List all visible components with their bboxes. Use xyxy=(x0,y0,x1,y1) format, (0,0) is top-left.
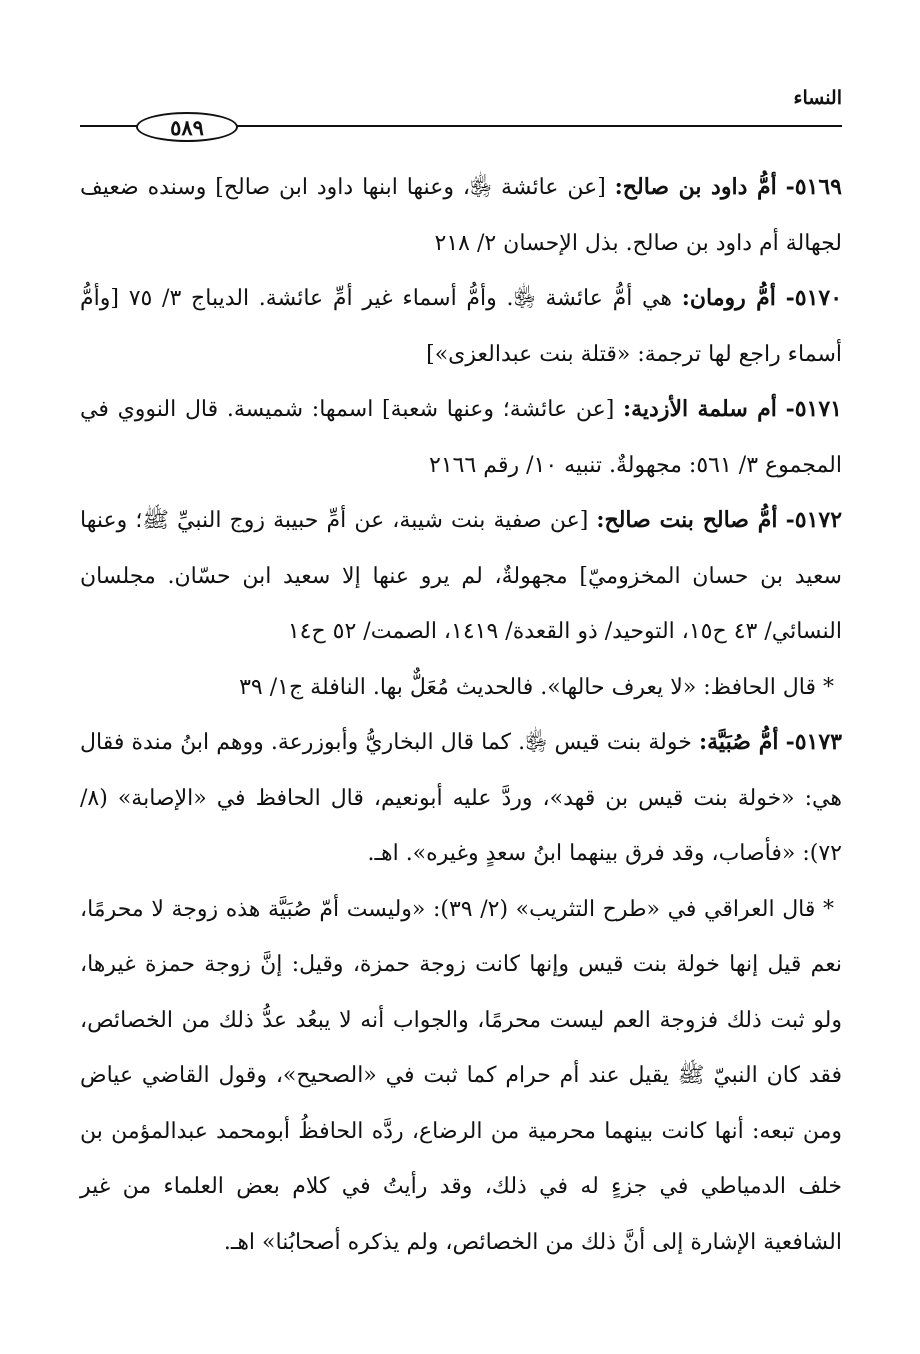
entry-number: ٥١٦٩- xyxy=(785,174,842,200)
entry-name: أم سلمة الأزدية: xyxy=(623,396,777,422)
page-header xyxy=(80,82,842,152)
entry-name: أمُّ صُبَيَّة: xyxy=(699,729,779,755)
entry-text: [عن صفية بنت شيبة، عن أمِّ حبيبة زوج النبيِّ ﷺ؛ وعنها سعيد بن حسان المخزوميّ] مجهولةٌ، لم يرو عنها إلا سعيد ابن حسّان. مجلسان النسائي/ ٤٣ ح١٥، التوحيد/ ذو القعدة/ ١٤١٩، الصمت/ ٥٢ ح١٤ xyxy=(80,508,842,644)
entry-name: أمُّ رومان: xyxy=(681,285,776,311)
entry-number: ٥١٧٠- xyxy=(785,285,843,311)
entry-5170 xyxy=(80,271,842,382)
page-body xyxy=(80,160,842,1270)
entry-5171 xyxy=(80,382,842,493)
entry-text: [عن عائشة ﵂، وعنها ابنها داود ابن صالح] وسنده ضعيف لجهالة أم داود بن صالح. بذل الإحسان ٢/ ٢١٨ xyxy=(80,175,842,256)
section-title: النساء xyxy=(793,87,842,109)
entry-text: [عن عائشة؛ وعنها شعبة] اسمها: شميسة. قال النووي في المجموع ٣/ ٥٦١: مجهولةٌ. تنبيه ١٠/ رقم ٢١٦٦ xyxy=(80,397,842,478)
footnote-iraqi: * قال العراقي في «طرح التثريب» (٢/ ٣٩): «وليست أمّ صُبَيَّة هذه زوجة لا محرمًا، نعم قيل إنها خولة بنت قيس وإنها كانت زوجة حمزة، وقيل: إنَّ زوجة حمزة غيرها، ولو ثبت ذلك فزوجة العم ليست محرمًا، والجواب أنه لا يبعُد عدُّ ذلك من الخصائص، فقد كان النبيّ ﷺ يقيل عند أم حرام كما ثبت في «الصحيح»، وقول القاضي عياض ومن تبعه: أنها كانت بينهما محرمية من الرضاع، ردَّه الحافظُ أبومحمد عبدالمؤمن بن خلف الدمياطي في جزءٍ له في ذلك، وقد رأيتُ في كلام بعض العلماء من غير الشافعية الإشارة إلى أنَّ ذلك من الخصائص، ولم يذكره أصحابُنا» اهـ. xyxy=(80,896,842,1255)
entry-text: هي أمُّ عائشة ﵂. وأمُّ أسماء غير أمِّ عائشة. الديباج ٣/ ٧٥ [وأمُّ أسماء راجع لها ترجمة: «قتلة بنت عبدالعزى»] xyxy=(80,286,842,367)
entry-number: ٥١٧١- xyxy=(785,396,842,422)
entry-number: ٥١٧٢- xyxy=(785,507,843,533)
page-number: ٥٨٩ xyxy=(136,112,238,142)
entry-name: أمُّ داود بن صالح: xyxy=(614,174,777,200)
footnote-hafiz: * قال الحافظ: «لا يعرف حالها». فالحديث مُعَلٌّ بها. النافلة ج١/ ٣٩ xyxy=(239,674,834,700)
entry-5173 xyxy=(80,715,842,882)
entry-number: ٥١٧٣- xyxy=(785,729,842,755)
entry-name: أمُّ صالح بنت صالح: xyxy=(596,507,778,533)
entry-5172 xyxy=(80,493,842,660)
entry-5169 xyxy=(80,160,842,271)
entry-text: خولة بنت قيس ﵂. كما قال البخاريُّ وأبوزرعة. ووهم ابنُ مندة فقال هي: «خولة بنت قيس بن قهد»، وردَّ عليه أبونعيم، قال الحافظ في «الإصابة» (٨/ ٧٢): «فأصاب، وقد فرق بينهما ابنُ سعدٍ وغيره». اهـ. xyxy=(80,730,842,866)
